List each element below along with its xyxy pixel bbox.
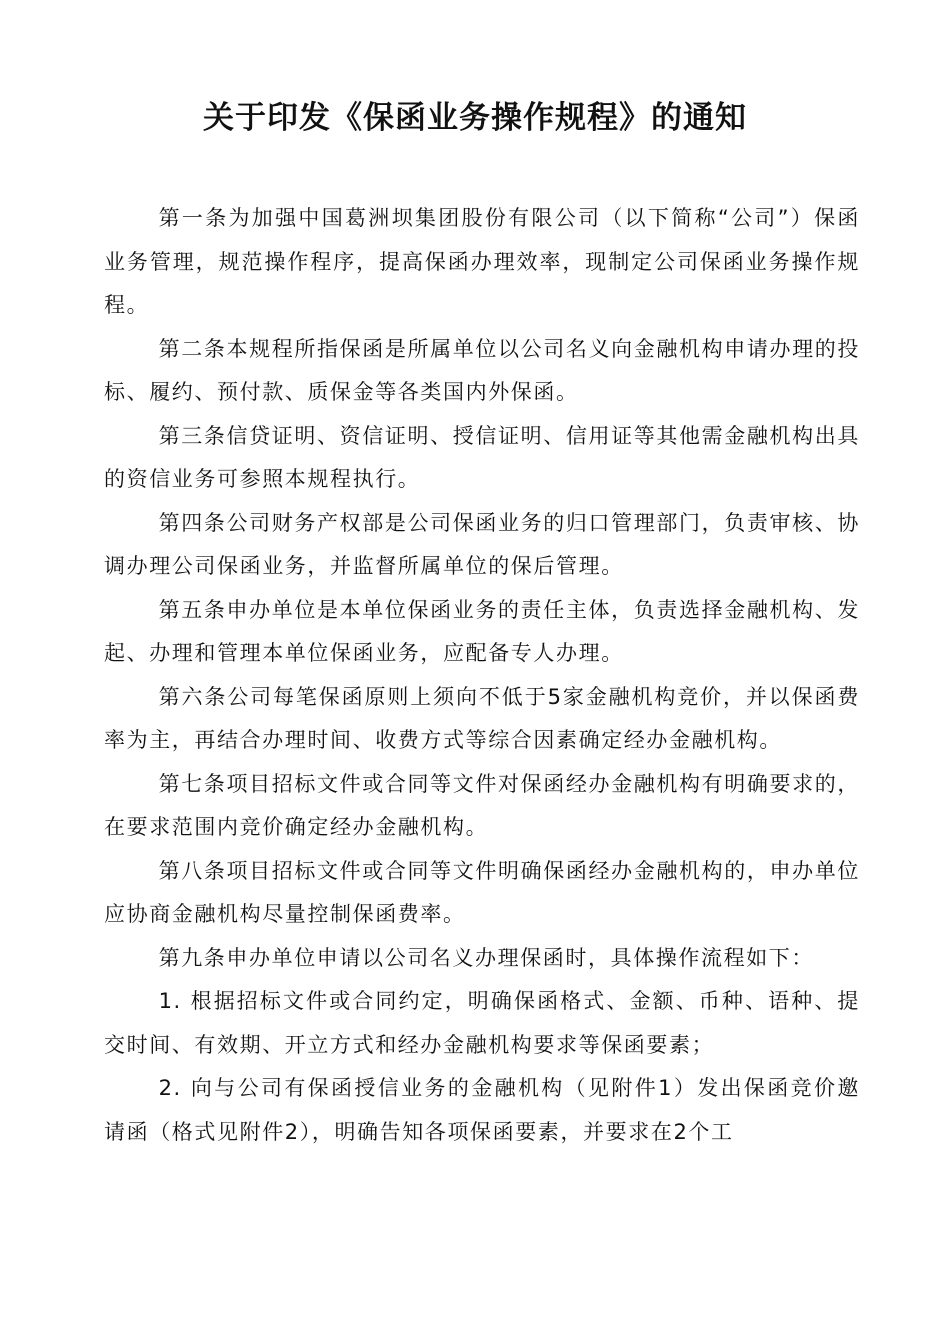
document-body	[104, 197, 860, 1154]
article-8-paragraph: 第八条项目招标文件或合同等文件明确保函经办金融机构的，申办单位应协商金融机构尽量控制保函费率。	[104, 858, 860, 926]
article-7-paragraph: 第七条项目招标文件或合同等文件对保函经办金融机构有明确要求的，在要求范围内竞价确定经办金融机构。	[104, 771, 860, 839]
document-title: 关于印发《保函业务操作规程》的通知	[203, 100, 747, 136]
article-4-paragraph: 第四条公司财务产权部是公司保函业务的归口管理部门，负责审核、协调办理公司保函业务，并监督所属单位的保后管理。	[104, 510, 860, 578]
article-3-paragraph: 第三条信贷证明、资信证明、授信证明、信用证等其他需金融机构出具的资信业务可参照本规程执行。	[104, 423, 860, 491]
article-1-paragraph: 第一条为加强中国葛洲坝集团股份有限公司（以下简称“公司”）保函业务管理，规范操作程序，提高保函办理效率，现制定公司保函业务操作规程。	[104, 206, 860, 317]
article-2-paragraph: 第二条本规程所指保函是所属单位以公司名义向金融机构申请办理的投标、履约、预付款、质保金等各类国内外保函。	[104, 336, 860, 404]
procedure-step-1: 1. 根据招标文件或合同约定，明确保函格式、金额、币种、语种、提交时间、有效期、开立方式和经办金融机构要求等保函要素；	[104, 989, 860, 1057]
procedure-step-2: 2. 向与公司有保函授信业务的金融机构（见附件1）发出保函竞价邀请函（格式见附件2），明确告知各项保函要素，并要求在2个工	[104, 1076, 860, 1144]
article-9-paragraph: 第九条申办单位申请以公司名义办理保函时，具体操作流程如下：	[158, 945, 814, 970]
article-5-paragraph: 第五条申办单位是本单位保函业务的责任主体，负责选择金融机构、发起、办理和管理本单位保函业务，应配备专人办理。	[104, 597, 860, 665]
article-6-paragraph: 第六条公司每笔保函原则上须向不低于5家金融机构竞价，并以保函费率为主，再结合办理时间、收费方式等综合因素确定经办金融机构。	[104, 684, 860, 752]
